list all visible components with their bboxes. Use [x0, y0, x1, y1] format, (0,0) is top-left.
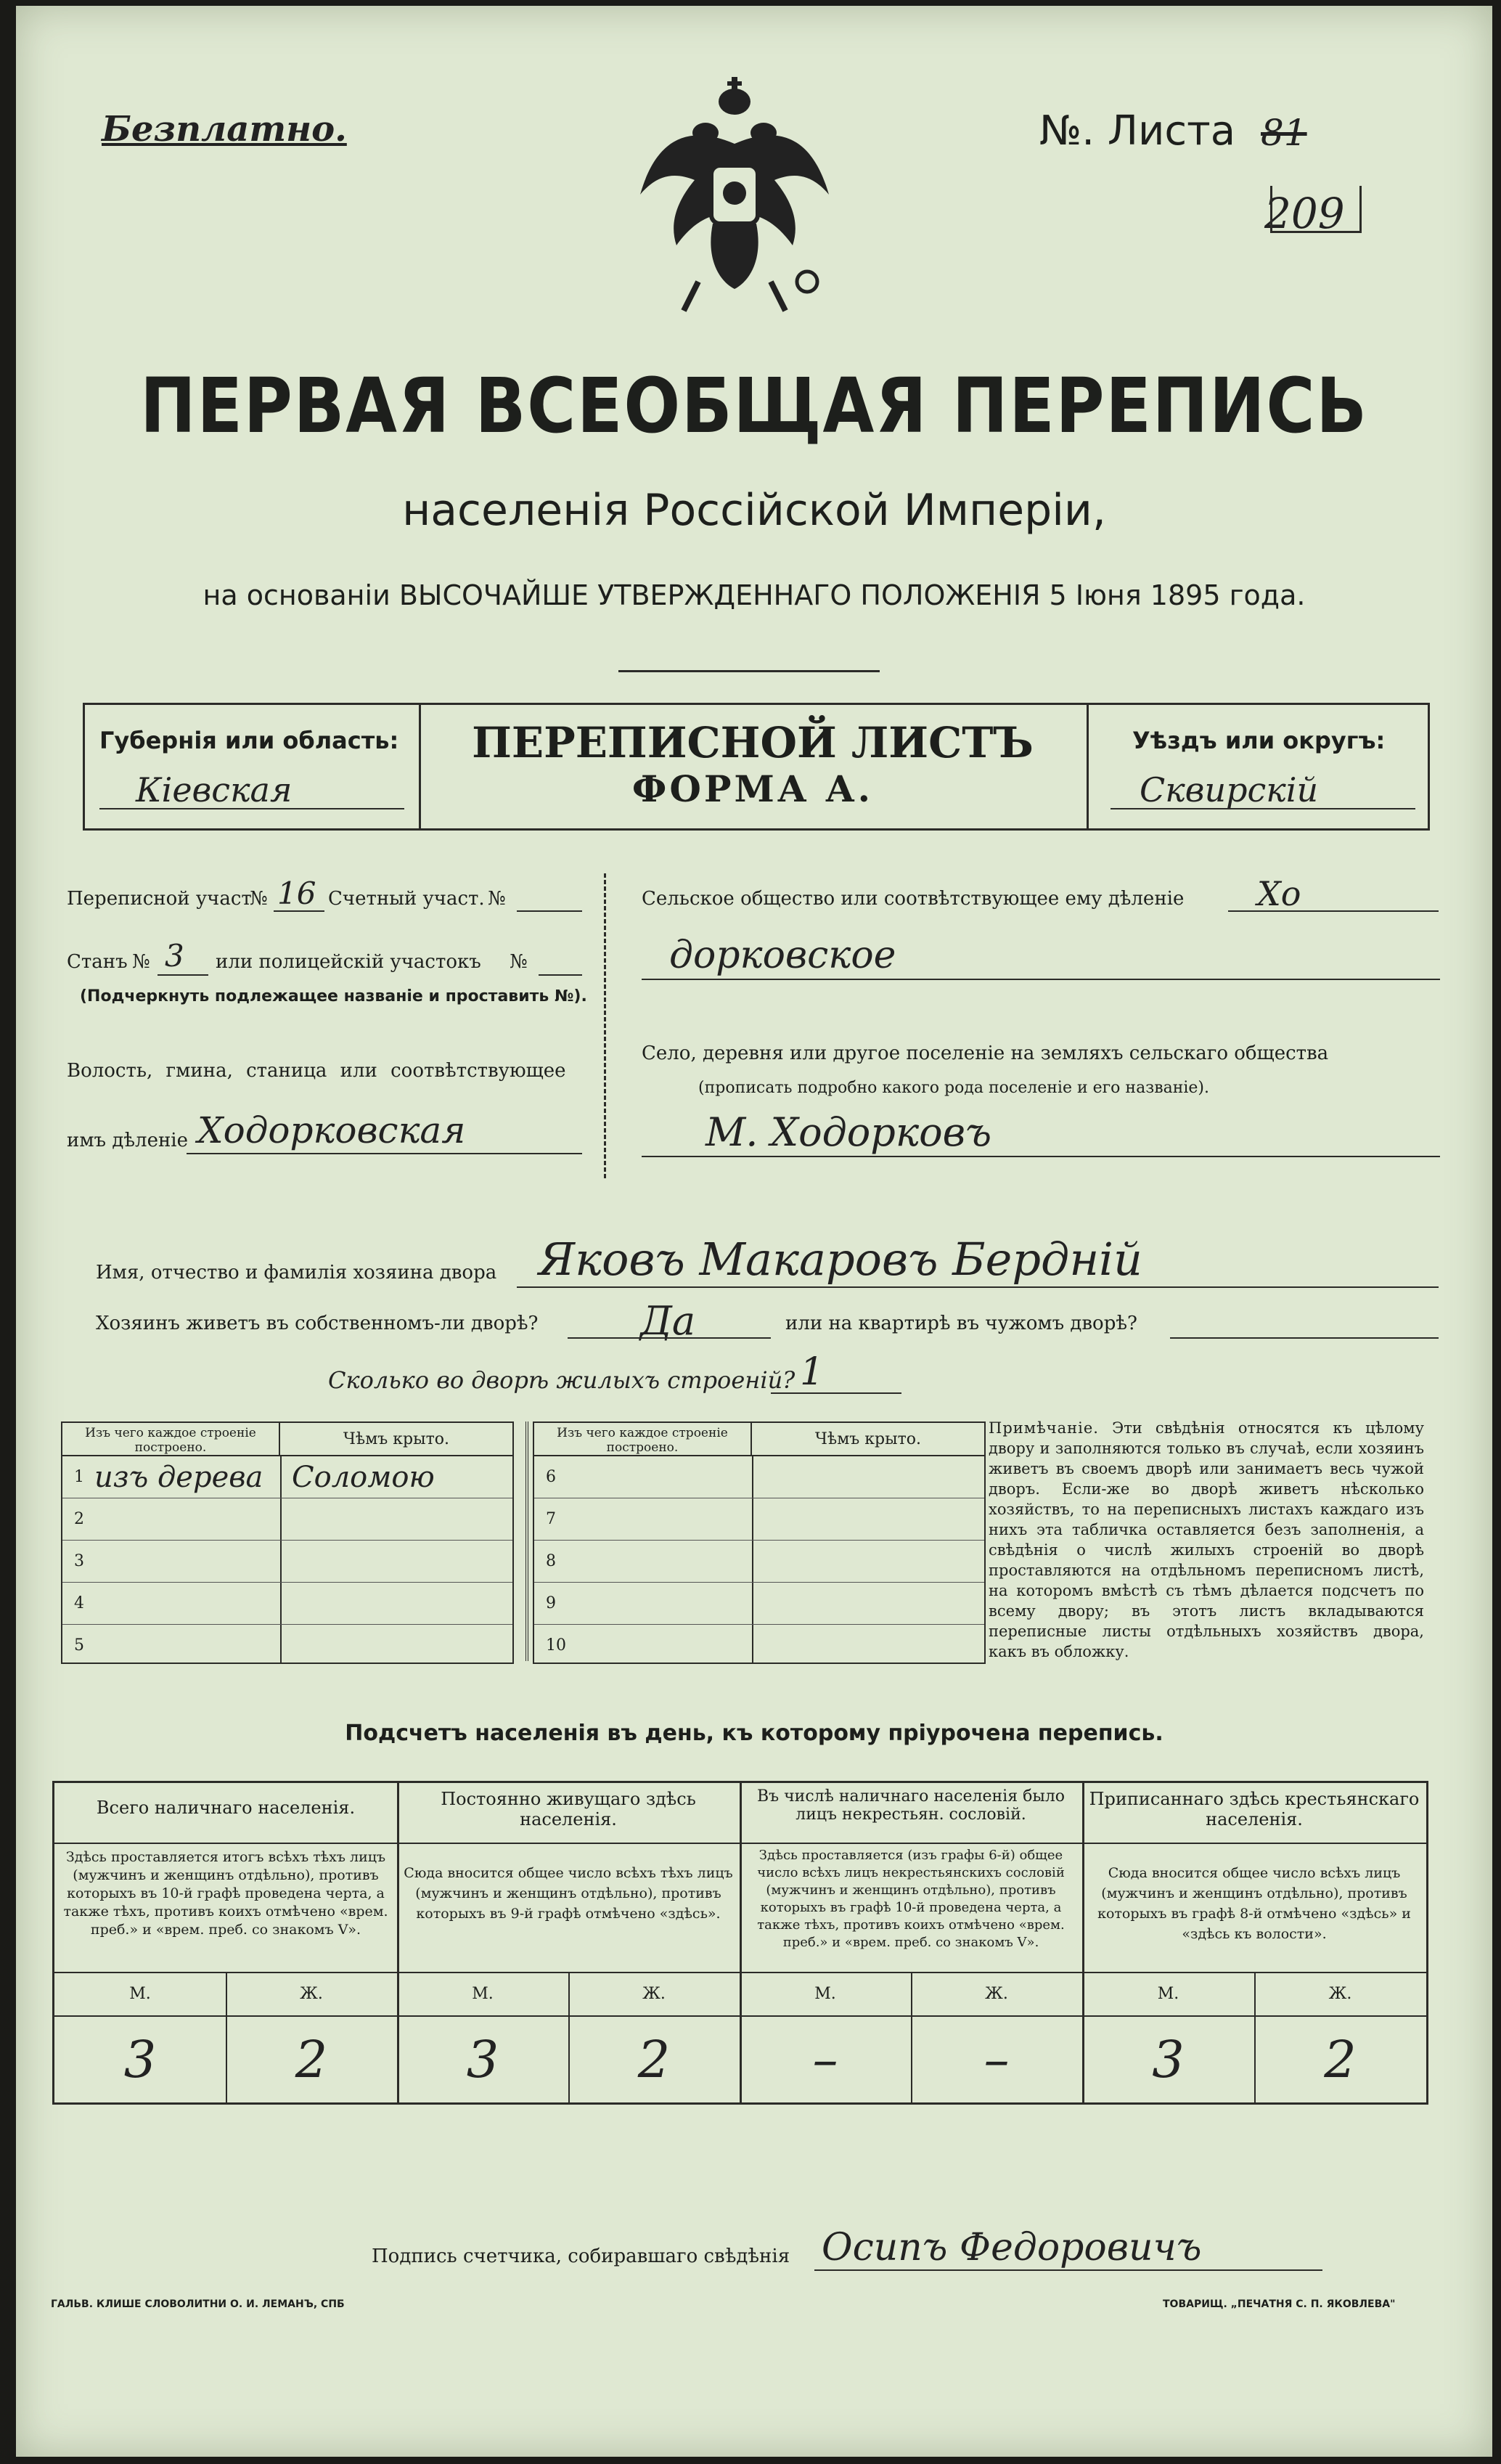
group-head: Всего наличнаго населенія.	[54, 1783, 397, 1844]
lives-label: Хозяинъ живетъ въ собственномъ-ли дворѣ?	[96, 1313, 539, 1334]
village-value: М. Ходорковъ	[705, 1109, 992, 1155]
table-row: 7	[534, 1498, 984, 1541]
field-divider	[604, 873, 606, 1178]
note	[989, 1418, 1424, 1662]
society-value-2: дорковское	[669, 934, 896, 977]
sheet-number-box	[1270, 186, 1362, 233]
buildings-table-right	[533, 1421, 986, 1664]
table-row: 5	[74, 1636, 84, 1655]
owner-name-value: Яковъ Макаровъ Бердній	[539, 1233, 1142, 1286]
count-value: 2	[1324, 2030, 1357, 2089]
f-label: Ж.	[642, 1985, 666, 2003]
right-rows	[534, 1456, 984, 1664]
group-desc: Здѣсь проставляется (изъ графы 6-й) общее число всѣхъ лицъ некрестьянскихъ сословій (мужчинъ и женщинъ отдѣльно), противъ которыхъ въ графѣ 10-й проведена черта, а также тѣхъ, противъ коихъ отмѣчено «врем. преб.» и «врем. преб. со знакомъ V».	[757, 1848, 1065, 1950]
table-row: 2	[62, 1498, 512, 1541]
perepis-no-label: №	[250, 888, 268, 910]
m-label: М.	[1157, 1985, 1179, 2003]
group-desc: Сюда вносится общее число всѣхъ тѣхъ лицъ (мужчинъ и женщинъ отдѣльно), противъ которыхъ въ 9-й графѣ отмѣчено «здѣсь».	[404, 1865, 733, 1922]
group-desc: Здѣсь проставляется итогъ всѣхъ тѣхъ лицъ (мужчинъ и женщинъ отдѣльно), противъ которыхъ въ 10-й графѣ проведена черта, а также тѣхъ, противъ коихъ отмѣчено «врем. преб.» и «врем. преб. со знакомъ V».	[63, 1849, 388, 1938]
page-title: ПЕРВАЯ ВСЕОБЩАЯ ПЕРЕПИСЬ	[140, 362, 1368, 450]
sheet-number-label: №. Листа	[1039, 107, 1236, 155]
sheet-number-crossed: 81	[1261, 112, 1307, 154]
page-subtitle: населенія Россійской Имперіи,	[402, 485, 1106, 536]
perepis-no: 16	[277, 876, 316, 911]
uezd-value: Сквирскій	[1140, 770, 1319, 809]
f-label: Ж.	[985, 1985, 1008, 2003]
count-value: 3	[123, 2030, 157, 2089]
rent-label: или на квартирѣ въ чужомъ дворѣ?	[785, 1313, 1137, 1334]
f-label: Ж.	[1328, 1985, 1352, 2003]
buildings-label: Сколько во дворѣ жилыхъ строеній?	[328, 1366, 796, 1394]
m-label: М.	[472, 1985, 494, 2003]
lives-value: Да	[640, 1298, 696, 1344]
count-table	[52, 1781, 1428, 2105]
table-row: 8	[534, 1541, 984, 1583]
count-value: –	[983, 2030, 1010, 2089]
village-note: (прописать подробно какого рода поселеніе и его названіе).	[698, 1079, 1209, 1097]
stan-no: 3	[165, 938, 184, 974]
schet-label: Счетный участ.	[328, 888, 485, 910]
note-text: Эти свѣдѣнія относятся къ цѣлому двору и заполняются только въ случаѣ, если хозяинъ живетъ въ своемъ дворѣ или занимаетъ весь чужой дворъ. Если-же во дворѣ живетъ нѣсколько хозяйствъ, то на переписныхъ листахъ каждаго изъ нихъ эта табличка оставляется безъ заполненія, а свѣдѣнія о числѣ жилыхъ строеній во дворѣ проставляются на отдѣльномъ переписномъ листѣ, на которомъ вмѣстѣ съ тѣмъ дѣлается подсчетъ по всему двору; въ этотъ листъ вкладываются переписные листы отдѣльныхъ хозяйствъ двора, какъ въ обложку.	[989, 1419, 1424, 1660]
col-material-header: Изъ чего каждое строеніе построено.	[62, 1423, 280, 1456]
stan-no-label: №	[132, 951, 150, 973]
society-value-1: Хо	[1257, 874, 1301, 913]
owner-name-label: Имя, отчество и фамилія хозяина двора	[96, 1262, 497, 1284]
divider	[618, 670, 880, 672]
table-row: 6	[534, 1456, 984, 1498]
group-head: Въ числѣ наличнаго населенія было лицъ некрестьян. сословій.	[740, 1783, 1082, 1844]
gubernia-box	[85, 705, 421, 828]
perepis-label: Переписной участ	[67, 888, 252, 910]
volost-label-2: имъ дѣленіе	[67, 1130, 188, 1151]
count-value: 3	[466, 2030, 499, 2089]
schet-no-label: №	[488, 888, 506, 910]
gubernia-value: Кіевская	[136, 770, 293, 809]
sheet-number: 209	[1264, 189, 1345, 238]
col-roof-header-2: Чѣмъ крыто.	[752, 1423, 984, 1456]
table-row: 4	[62, 1583, 512, 1625]
free-label: Безплатно.	[102, 109, 347, 150]
printer-left: ГАЛЬВ. КЛИШЕ СЛОВОЛИТНИ О. И. ЛЕМАНЪ, СПБ	[51, 2298, 345, 2310]
table-row: 9	[534, 1583, 984, 1625]
signature-value: Осипъ Федоровичъ	[822, 2226, 1202, 2269]
header-boxes	[83, 703, 1430, 831]
basis-line: на основаніи ВЫСОЧАЙШЕ УТВЕРЖДЕННАГО ПОЛОЖЕНІЯ 5 Іюня 1895 года.	[203, 579, 1306, 611]
stan-label: Станъ	[67, 951, 128, 973]
buildings-table-left	[61, 1421, 514, 1664]
m-label: М.	[129, 1985, 151, 2003]
note-title: Примѣчаніе.	[989, 1419, 1099, 1437]
m-label: М.	[814, 1985, 836, 2003]
underline-note: (Подчеркнуть подлежащее названіе и проставить №).	[80, 987, 587, 1005]
form-title-box	[419, 705, 1087, 828]
village-label: Село, деревня или другое поселеніе на земляхъ сельскаго общества	[642, 1043, 1329, 1064]
f-label: Ж.	[300, 1985, 323, 2003]
count-value: –	[812, 2030, 838, 2089]
table-row: 10	[546, 1636, 566, 1655]
gubernia-label: Губернія или область:	[99, 727, 399, 754]
group-head: Постоянно живущаго здѣсь населенія.	[397, 1783, 740, 1844]
group-head: Приписаннаго здѣсь крестьянскаго населенія.	[1082, 1783, 1426, 1844]
group-desc: Сюда вносится общее число всѣхъ лицъ (мужчинъ и женщинъ отдѣльно), противъ которыхъ въ графѣ 8-й отмѣчено «здѣсь» и «здѣсь къ волости».	[1097, 1865, 1411, 1942]
uezd-label: Уѣздъ или округъ:	[1132, 727, 1386, 754]
col-material-header-2: Изъ чего каждое строеніе построено.	[534, 1423, 752, 1456]
police-no-label: №	[510, 951, 528, 973]
printer-right: ТОВАРИЩ. „ПЕЧАТНЯ С. П. ЯКОВЛЕВА"	[1163, 2298, 1396, 2310]
col-roof-header: Чѣмъ крыто.	[280, 1423, 512, 1456]
society-label: Сельское общество или соотвѣтствующее ему дѣленіе	[642, 888, 1185, 910]
table-row: 1 изъ дерева Соломою	[62, 1456, 512, 1498]
form-title: ПЕРЕПИСНОЙ ЛИСТЪ	[472, 718, 1034, 767]
table-row: 3	[62, 1541, 512, 1583]
volost-value: Ходорковская	[197, 1109, 466, 1151]
volost-label: Волость, гмина, станица или соотвѣтствующее	[67, 1060, 566, 1082]
count-value: 3	[1152, 2030, 1185, 2089]
uezd-box	[1087, 705, 1430, 828]
police-label: или полицейскій участокъ	[216, 951, 481, 973]
left-rows	[62, 1456, 512, 1664]
form-subtitle: ФОРМА А.	[631, 767, 874, 810]
census-sheet	[16, 6, 1492, 2457]
signature-label: Подпись счетчика, собиравшаго свѣдѣнія	[372, 2245, 790, 2267]
count-value: 2	[295, 2030, 328, 2089]
buildings-value: 1	[800, 1350, 825, 1394]
count-value: 2	[637, 2030, 671, 2089]
count-title: Подсчетъ населенія въ день, къ которому пріурочена перепись.	[345, 1721, 1163, 1746]
double-eagle-emblem-icon	[626, 64, 843, 325]
